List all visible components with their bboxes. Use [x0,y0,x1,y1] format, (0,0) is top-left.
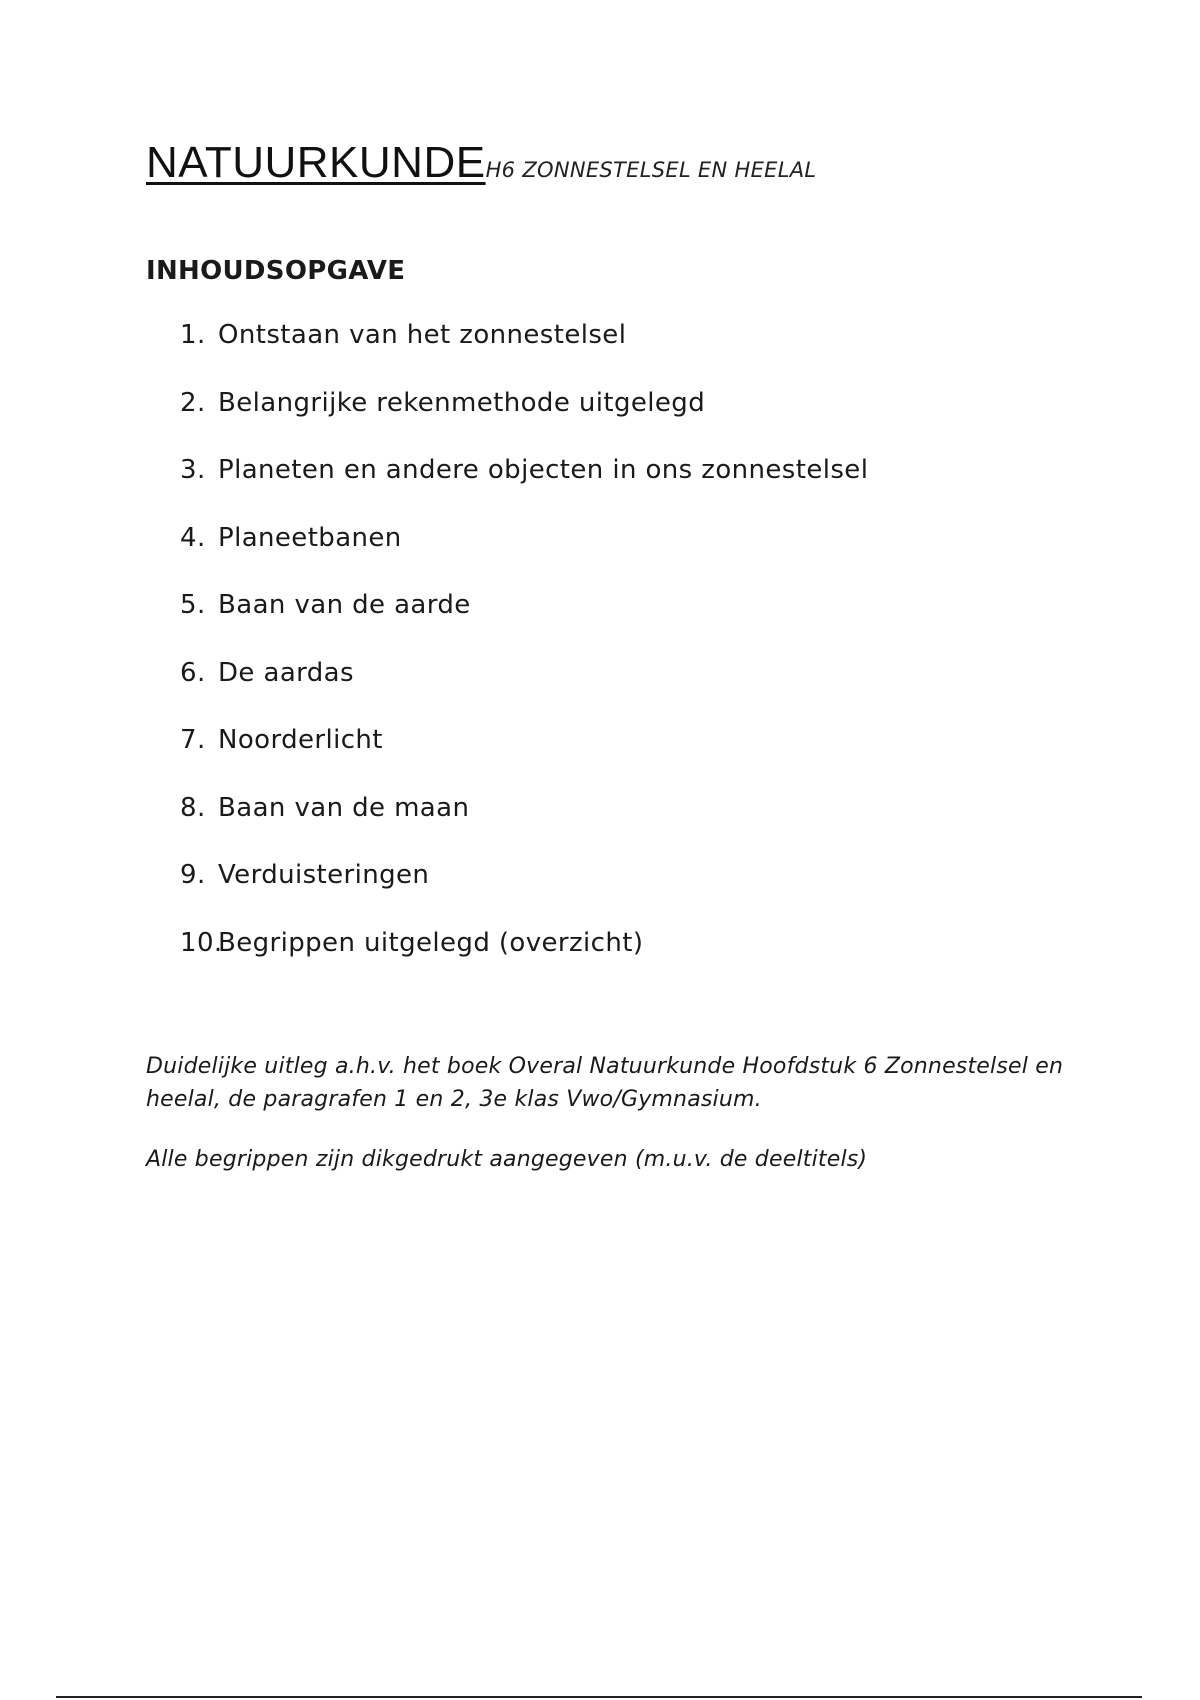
toc-item-number: 7. [180,725,206,755]
toc-item-number: 9. [180,860,206,890]
toc-item [180,388,868,456]
toc-item-number: 1. [180,320,206,350]
toc-item-label: Noorderlicht [218,725,383,755]
toc-item-number: 5. [180,590,206,620]
toc-item [180,928,868,996]
toc-item-number: 3. [180,455,206,485]
toc-item-label: Planeten en andere objecten in ons zonnestelsel [218,455,869,485]
toc-item-label: De aardas [218,657,354,688]
bottom-divider [56,1696,1142,1698]
title-main: NATUURKUNDE [146,138,486,187]
toc-item-label: Verduisteringen [218,860,430,890]
toc-item-label: Planeetbanen [218,522,402,553]
toc-item-label: Belangrijke rekenmethode uitgelegd [218,387,706,418]
toc-item [180,590,868,658]
source-note: Duidelijke uitleg a.h.v. het boek Overal Natuurkunde Hoofdstuk 6 Zonnestelsel en heelal, de paragrafen 1 en 2, 3e klas Vwo/Gymnasium. [146,1054,1064,1112]
title-subtitle: H6 ZONNESTELSEL EN HEELAL [485,158,817,182]
toc-list [180,320,868,995]
toc-item [180,860,868,928]
toc-item [180,523,868,591]
document-title [146,138,816,188]
toc-item-number: 2. [180,387,206,418]
toc-item [180,320,868,388]
toc-item-label: Ontstaan van het zonnestelsel [218,320,627,350]
toc-item [180,725,868,793]
toc-item [180,793,868,861]
toc-item [180,455,868,523]
toc-item-number: 4. [180,522,206,553]
terms-note: Alle begrippen zijn dikgedrukt aangegeven (m.u.v. de deeltitels) [146,1147,868,1172]
toc-item [180,658,868,726]
toc-heading: INHOUDSOPGAVE [146,256,406,286]
toc-item-label: Baan van de aarde [218,590,471,620]
toc-item-label: Begrippen uitgelegd (overzicht) [218,927,644,958]
toc-item-number: 8. [180,792,206,823]
toc-item-number: 10. [180,927,223,958]
toc-item-label: Baan van de maan [218,792,470,823]
toc-item-number: 6. [180,657,206,688]
